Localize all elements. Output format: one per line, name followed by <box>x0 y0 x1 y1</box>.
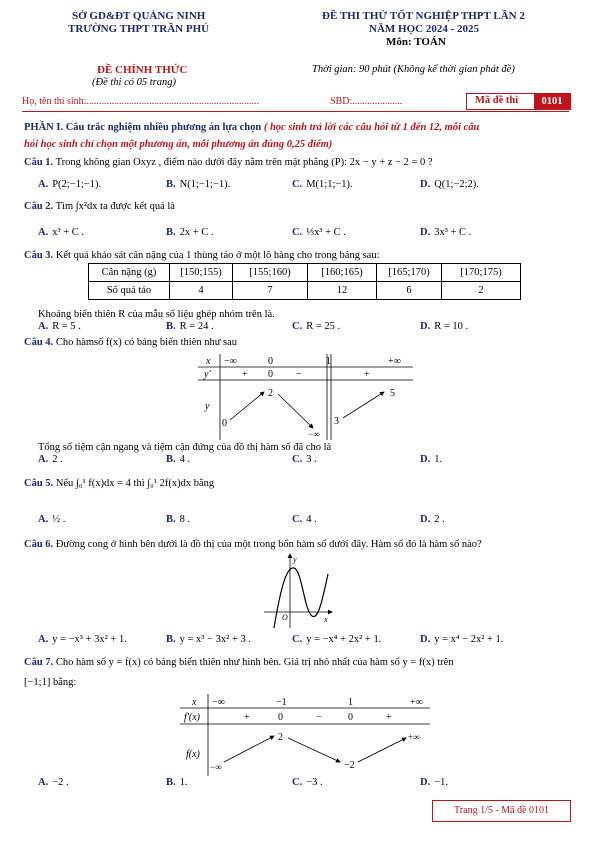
q5-d-text: 2 . <box>434 514 445 525</box>
school-year: NĂM HỌC 2024 - 2025 <box>369 23 479 35</box>
q7-f-val: 2 <box>278 732 283 743</box>
subject: Môn: TOÁN <box>386 36 446 48</box>
table-cell: [165;170) <box>377 264 442 282</box>
q7-f-val: −2 <box>344 760 355 771</box>
q1-label: Câu 1. <box>24 157 54 168</box>
q5-option-b[interactable]: B. 8 . <box>166 514 191 525</box>
q5-a-text: ½ . <box>52 514 66 525</box>
q5-integral-1: ∫₀¹ f(x)dx = 4 <box>75 478 131 489</box>
q6-label: Câu 6. <box>24 539 54 550</box>
q4-x-val: 0 <box>268 356 273 367</box>
q6-graph <box>262 552 334 630</box>
q6-option-c[interactable]: C. y = −x⁴ + 2x² + 1. <box>292 634 382 645</box>
q7-f-val: +∞ <box>408 732 420 742</box>
q7-x-val: −∞ <box>212 697 225 708</box>
q3-a-text: R = 5 . <box>52 321 81 332</box>
q3-option-a[interactable]: A. R = 5 . <box>38 321 81 332</box>
q5-option-c[interactable]: C. 4 . <box>292 514 317 525</box>
q1-option-b[interactable]: B. N(1;−1;−1). <box>166 179 231 190</box>
q3-label: Câu 3. <box>24 250 54 261</box>
q4-y-val: 5 <box>390 388 395 399</box>
q4-label: Câu 4. <box>24 337 54 348</box>
exam-title: ĐỀ THI THỬ TỐT NGHIỆP THPT LẦN 2 <box>322 10 525 22</box>
q7-sign: 0 <box>278 712 283 723</box>
q3-text: Kết quả khảo sát cân nặng của 1 thùng táo ở một lô hàng cho trong bảng sau: <box>55 250 380 261</box>
page-number: Trang 1/5 - Mã đề 0101 <box>454 805 549 816</box>
q5-integral-2: ∫₀¹ 2f(x)dx <box>147 478 192 489</box>
q4-y-val: −∞ <box>308 429 320 439</box>
q1-text: Trong không gian Oxyz , điểm nào dưới đây nằm trên mặt phẳng (P): 2x − y + z − 2 = 0 ? <box>55 157 433 168</box>
q7-sign: + <box>244 712 250 723</box>
q4-sign: + <box>242 369 248 380</box>
pages-note: (Đề thi có 05 trang) <box>92 77 176 88</box>
table-header-cell: Số quả táo <box>89 282 170 300</box>
q1-option-c[interactable]: C. M(1;1;−1). <box>292 179 353 190</box>
q7-option-d[interactable]: D. −1. <box>420 777 449 788</box>
q7-text: Cho hàm số y = f(x) có bảng biến thiên như hình bên. Giá trị nhỏ nhất của hàm số y = f(x) trên <box>55 657 454 668</box>
q2-label: Câu 2. <box>24 201 54 212</box>
q4-after-text: Tổng số tiệm cận ngang và tiệm cận đứng của đồ thị hàm số đã cho là <box>38 442 332 453</box>
q7-sign: 0 <box>348 712 353 723</box>
q4-row-yp: y' <box>204 369 211 380</box>
part1-instruction-2: hỏi học sinh chỉ chọn một phương án, mỗi phương án đúng 0,25 điểm) <box>24 139 333 150</box>
q7-b-text: 1. <box>179 777 188 788</box>
q2-d-text: 3x³ + C . <box>434 227 472 238</box>
q6-option-b[interactable]: B. y = x³ − 3x² + 3 . <box>166 634 251 645</box>
q4-y-val: 3 <box>334 416 339 427</box>
q4-text: Cho hàmsố f(x) có bảng biến thiên như sau <box>55 337 238 348</box>
q3-option-b[interactable]: B. R = 24 . <box>166 321 214 332</box>
q6-axis-x: x <box>324 615 328 624</box>
sbd-field: SBD:.................... <box>330 96 403 107</box>
q7-x-val: −1 <box>276 697 287 708</box>
table-cell: [160;165) <box>308 264 377 282</box>
question-5 <box>24 477 572 491</box>
question-3 <box>24 249 572 263</box>
header-divider <box>22 111 569 112</box>
q7-x-val: 1 <box>348 697 353 708</box>
q2-text: Tìm ∫x²dx ta được kết quả là <box>55 201 175 212</box>
q5-label: Câu 5. <box>24 478 54 489</box>
question-4 <box>24 336 572 350</box>
question-2 <box>24 200 572 214</box>
q1-c-text: M(1;1;−1). <box>306 179 353 190</box>
q4-variation-table <box>198 354 413 440</box>
q4-option-c[interactable]: C. 3 . <box>292 454 317 465</box>
q4-option-d[interactable]: D. 1. <box>420 454 443 465</box>
student-name-field: Họ, tên thí sinh:..................................................................... <box>22 96 259 107</box>
table-cell: 2 <box>442 282 521 300</box>
q7-x-val: +∞ <box>410 697 423 708</box>
department-name: SỞ GD&ĐT QUẢNG NINH <box>72 10 206 22</box>
q5-c-text: 4 . <box>306 514 317 525</box>
part1-heading <box>24 121 572 135</box>
time-note: Thời gian: 90 phút (Không kể thời gian phát đề) <box>312 64 515 75</box>
table-cell: [155;160) <box>233 264 308 282</box>
q4-a-text: 2 . <box>52 454 63 465</box>
exam-code-label: Mã đề thi <box>475 95 519 106</box>
q6-a-text: y = −x³ + 3x² + 1. <box>52 634 127 645</box>
q4-c-text: 3 . <box>306 454 317 465</box>
q6-axis-y: y <box>293 555 297 564</box>
q4-d-text: 1. <box>434 454 443 465</box>
q7-sign: − <box>316 712 322 723</box>
q6-b-text: y = x³ − 3x² + 3 . <box>179 634 251 645</box>
q7-option-c[interactable]: C. −3 . <box>292 777 323 788</box>
q2-c-text: ⅓x³ + C . <box>306 227 346 238</box>
table-cell: [170;175) <box>442 264 521 282</box>
q7-row-f: f(x) <box>186 749 200 760</box>
q3-after-text: Khoảng biến thiên R của mẫu số liệu ghép nhóm trên là. <box>38 309 275 320</box>
q7-option-b[interactable]: B. 1. <box>166 777 188 788</box>
q5-option-a[interactable]: A. ½ . <box>38 514 66 525</box>
q3-option-c[interactable]: C. R = 25 . <box>292 321 341 332</box>
q2-option-d[interactable]: D. 3x³ + C . <box>420 227 472 238</box>
q6-option-d[interactable]: D. y = x⁴ − 2x² + 1. <box>420 634 504 645</box>
q4-sign: − <box>296 369 302 380</box>
q6-origin: O <box>282 613 288 622</box>
question-6 <box>24 538 572 552</box>
table-header-cell: Cân nặng (g) <box>89 264 170 282</box>
q4-y-val: 2 <box>268 388 273 399</box>
q5-option-d[interactable]: D. 2 . <box>420 514 445 525</box>
question-1 <box>24 156 572 170</box>
q6-c-text: y = −x⁴ + 2x² + 1. <box>306 634 382 645</box>
table-cell: 6 <box>377 282 442 300</box>
part1-title: PHẦN I. Câu trắc nghiệm nhiều phương án lựa chọn <box>24 122 262 133</box>
exam-code-box <box>466 93 571 110</box>
q7-row-x: x <box>192 697 197 708</box>
q7-f-val: −∞ <box>210 762 222 772</box>
q5-text-a: Nếu <box>55 478 74 489</box>
page-footer <box>432 800 571 822</box>
q7-c-text: −3 . <box>306 777 323 788</box>
q4-x-val: 1 <box>326 356 331 367</box>
q3-d-text: R = 10 . <box>434 321 469 332</box>
table-cell: 7 <box>233 282 308 300</box>
q3-b-text: R = 24 . <box>179 321 214 332</box>
official-exam-label: ĐỀ CHÍNH THỨC <box>97 64 188 76</box>
table-cell: 4 <box>170 282 233 300</box>
q4-row-x: x <box>206 356 211 367</box>
q1-option-d[interactable]: D. Q(1;−2;2). <box>420 179 479 190</box>
q4-sign: + <box>364 369 370 380</box>
q3-frequency-table <box>88 263 521 300</box>
q7-row-fp: f'(x) <box>184 712 201 723</box>
q5-text-c: bằng <box>193 478 215 489</box>
q4-y-val: 0 <box>222 418 227 429</box>
q2-a-text: x³ + C . <box>52 227 85 238</box>
q7-d-text: −1. <box>434 777 449 788</box>
table-row <box>89 282 521 300</box>
q2-option-a[interactable]: A. x³ + C . <box>38 227 85 238</box>
q6-d-text: y = x⁴ − 2x² + 1. <box>434 634 504 645</box>
q3-c-text: R = 25 . <box>306 321 341 332</box>
q7-a-text: −2 . <box>52 777 69 788</box>
table-cell: [150;155) <box>170 264 233 282</box>
question-7 <box>24 656 572 670</box>
q3-option-d[interactable]: D. R = 10 . <box>420 321 469 332</box>
table-cell: 12 <box>308 282 377 300</box>
q1-d-text: Q(1;−2;2). <box>434 179 479 190</box>
q5-b-text: 8 . <box>179 514 191 525</box>
table-row <box>89 264 521 282</box>
q1-b-text: N(1;−1;−1). <box>179 179 231 190</box>
exam-code-value: 0101 <box>534 94 570 109</box>
q7-label: Câu 7. <box>24 657 54 668</box>
q2-option-c[interactable]: C. ⅓x³ + C . <box>292 227 346 238</box>
q4-option-b[interactable]: B. 4 . <box>166 454 191 465</box>
q7-text-line2: [−1;1] bằng: <box>24 677 77 688</box>
q4-sign: 0 <box>268 369 273 380</box>
q6-option-a[interactable]: A. y = −x³ + 3x² + 1. <box>38 634 127 645</box>
q4-x-val: +∞ <box>388 356 401 367</box>
q1-option-a[interactable]: A. P(2;−1;−1). <box>38 179 102 190</box>
q7-option-a[interactable]: A. −2 . <box>38 777 69 788</box>
q7-variation-table <box>180 694 430 776</box>
q6-text: Đường cong ở hình bên dưới là đồ thị của một trong bốn hàm số dưới đây. Hàm số đó là hàm số nào? <box>55 539 482 550</box>
q4-option-a[interactable]: A. 2 . <box>38 454 63 465</box>
q4-row-y: y <box>205 401 210 412</box>
q4-b-text: 4 . <box>179 454 191 465</box>
q7-sign: + <box>386 712 392 723</box>
school-name: TRƯỜNG THPT TRẦN PHÚ <box>68 23 210 35</box>
q1-a-text: P(2;−1;−1). <box>52 179 102 190</box>
q4-x-val: −∞ <box>224 356 237 367</box>
part1-instruction: ( học sinh trả lời các câu hỏi từ 1 đến 12, mỗi câu <box>263 122 480 133</box>
q5-text-b: thì <box>133 478 145 489</box>
q2-option-b[interactable]: B. 2x + C . <box>166 227 214 238</box>
q2-b-text: 2x + C . <box>179 227 214 238</box>
